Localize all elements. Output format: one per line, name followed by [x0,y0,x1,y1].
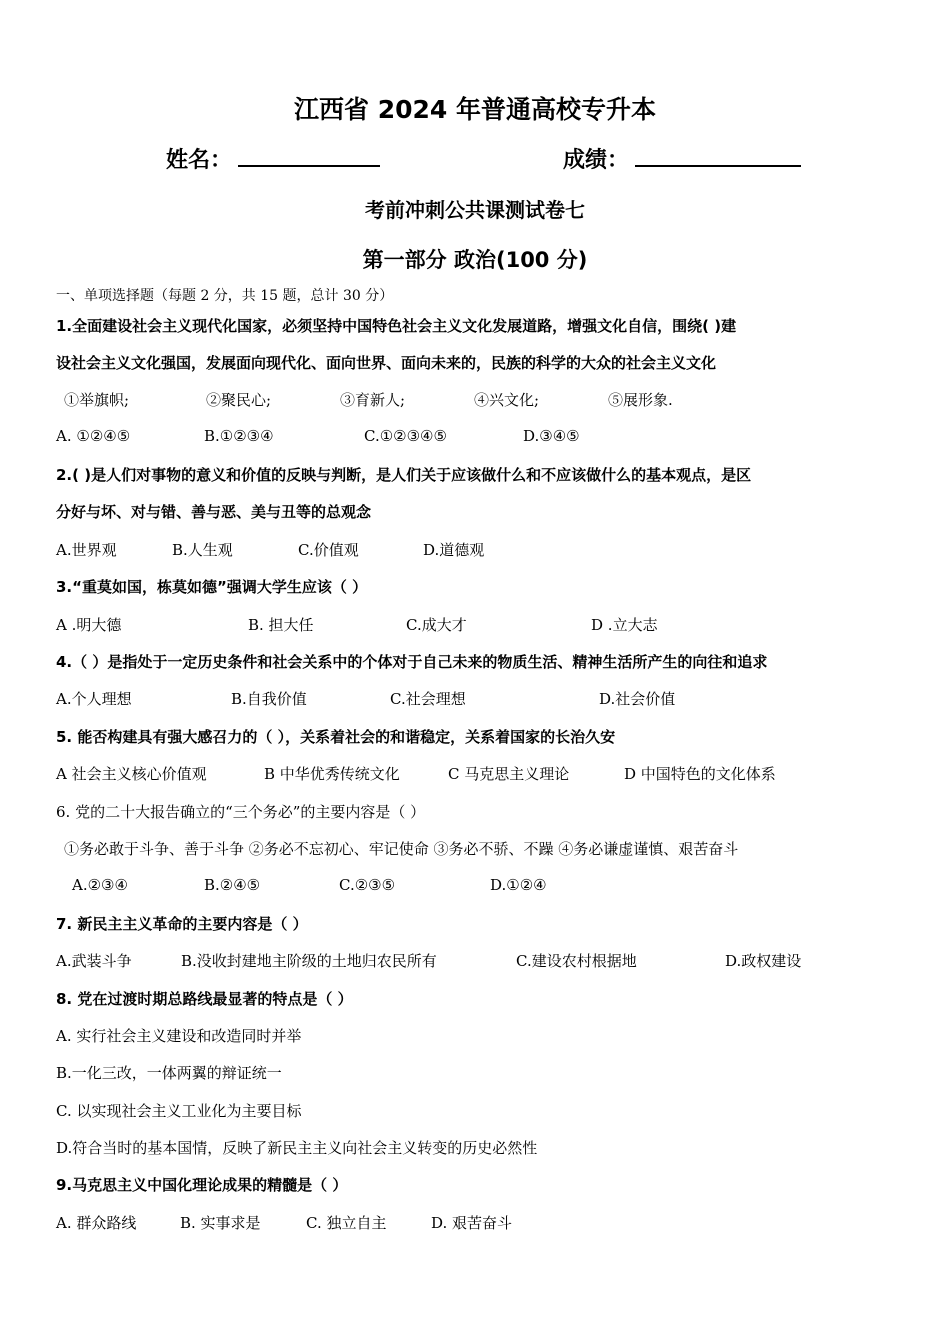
question-7-options [56,950,856,972]
option-d[interactable]: D.符合当时的基本国情，反映了新民主主义向社会主义转变的历史必然性 [56,1139,538,1157]
question-2-line-2: 分好与坏、对与错、善与恶、美与丑等的总观念 [56,503,372,521]
option-b[interactable]: B 中华优秀传统文化 [264,765,400,783]
option-d[interactable]: D.③④⑤ [523,427,580,445]
name-field [166,143,380,174]
list-item: ⑤展形象. [608,391,673,409]
option-d[interactable]: D.社会价值 [599,690,676,708]
question-1-items [64,389,764,411]
list-item: ①举旗帜; [64,391,130,409]
question-9-options [56,1212,656,1234]
list-item: ②聚民心; [206,391,272,409]
question-1-line-1: 1.全面建设社会主义现代化国家，必须坚持中国特色社会主义文化发展道路，增强文化自信，围绕( )建 [56,317,737,335]
list-item: ④兴文化; [474,391,540,409]
score-field [563,143,801,174]
name-label: 姓名： [166,148,233,173]
option-b[interactable]: B. 担大任 [248,616,314,634]
option-d[interactable]: D.道德观 [423,541,485,559]
option-a[interactable]: A. 群众路线 [56,1214,137,1232]
option-d[interactable]: D. 艰苦奋斗 [431,1214,513,1232]
score-blank[interactable] [635,143,801,167]
option-c[interactable]: C.②③⑤ [339,876,396,894]
question-7-line-1: 7. 新民主主义革命的主要内容是（ ） [56,915,308,933]
question-1-line-2: 设社会主义文化强国，发展面向现代化、面向世界、面向未来的，民族的科学的大众的社会主义文化 [56,354,717,372]
option-b[interactable]: B.人生观 [172,541,233,559]
option-b[interactable]: B.②④⑤ [204,876,261,894]
option-c[interactable]: C. 独立自主 [306,1214,387,1232]
option-a[interactable]: A.②③④ [72,876,128,894]
option-a[interactable]: A. ①②④⑤ [56,427,131,445]
score-label: 成绩： [563,148,630,173]
option-c[interactable]: C. 以实现社会主义工业化为主要目标 [56,1102,302,1120]
option-c[interactable]: C.①②③④⑤ [364,427,447,445]
option-d[interactable]: D 中国特色的文化体系 [624,765,776,783]
option-b[interactable]: B.①②③④ [204,427,274,445]
question-2-options [56,539,656,561]
question-6-items: ①务必敢于斗争、善于斗争 ②务必不忘初心、牢记使命 ③务必不骄、不躁 ④务必谦虚谨慎、艰苦奋斗 [64,840,739,858]
exam-title: 江西省 2024 年普通高校专升本 [294,95,656,124]
question-2-line-1: 2.( )是人们对事物的意义和价值的反映与判断，是人们关于应该做什么和不应该做什么的基本观点，是区 [56,466,752,484]
option-b[interactable]: B.自我价值 [231,690,307,708]
question-3-line-1: 3.“重莫如国，栋莫如德”强调大学生应该（ ） [56,578,368,596]
question-4-options [56,688,756,710]
option-d[interactable]: D .立大志 [591,616,658,634]
option-a[interactable]: A.世界观 [56,541,117,559]
option-c[interactable]: C.建设农村根据地 [516,952,637,970]
question-4-line-1: 4.（ ）是指处于一定历史条件和社会关系中的个体对于自己未来的物质生活、精神生活所产生的向往和追求 [56,653,768,671]
option-b[interactable]: B.一化三改，一体两翼的辩证统一 [56,1064,282,1082]
question-8-line-1: 8. 党在过渡时期总路线最显著的特点是（ ） [56,990,353,1008]
exam-subtitle: 考前冲刺公共课测试卷七 [365,198,585,222]
option-c[interactable]: C.价值观 [298,541,359,559]
option-a[interactable]: A .明大德 [56,616,122,634]
part-heading: 第一部分 政治(100 分) [362,248,588,272]
option-c[interactable]: C.成大才 [406,616,467,634]
question-1-options [56,427,756,449]
section-heading: 一、单项选择题（每题 2 分，共 15 题，总计 30 分） [56,288,394,304]
question-5-line-1: 5. 能否构建具有强大感召力的（ ），关系着社会的和谐稳定，关系着国家的长治久安 [56,728,616,746]
option-b[interactable]: B.没收封建地主阶级的土地归农民所有 [181,952,437,970]
option-b[interactable]: B. 实事求是 [180,1214,261,1232]
question-6-line-1: 6. 党的二十大报告确立的“三个务必”的主要内容是（ ） [56,803,426,821]
option-a[interactable]: A. 实行社会主义建设和改造同时并举 [56,1027,302,1045]
question-6-options [72,876,772,898]
option-c[interactable]: C.社会理想 [390,690,466,708]
option-a[interactable]: A 社会主义核心价值观 [56,765,207,783]
name-blank[interactable] [238,143,380,167]
question-9-line-1: 9.马克思主义中国化理论成果的精髓是（ ） [56,1176,348,1194]
option-c[interactable]: C 马克思主义理论 [448,765,570,783]
option-a[interactable]: A.个人理想 [56,690,132,708]
list-item: ③育新人; [340,391,406,409]
option-d[interactable]: D.①②④ [490,876,547,894]
question-5-options [56,763,856,785]
option-d[interactable]: D.政权建设 [725,952,802,970]
option-a[interactable]: A.武装斗争 [56,952,132,970]
question-3-options [56,614,756,636]
